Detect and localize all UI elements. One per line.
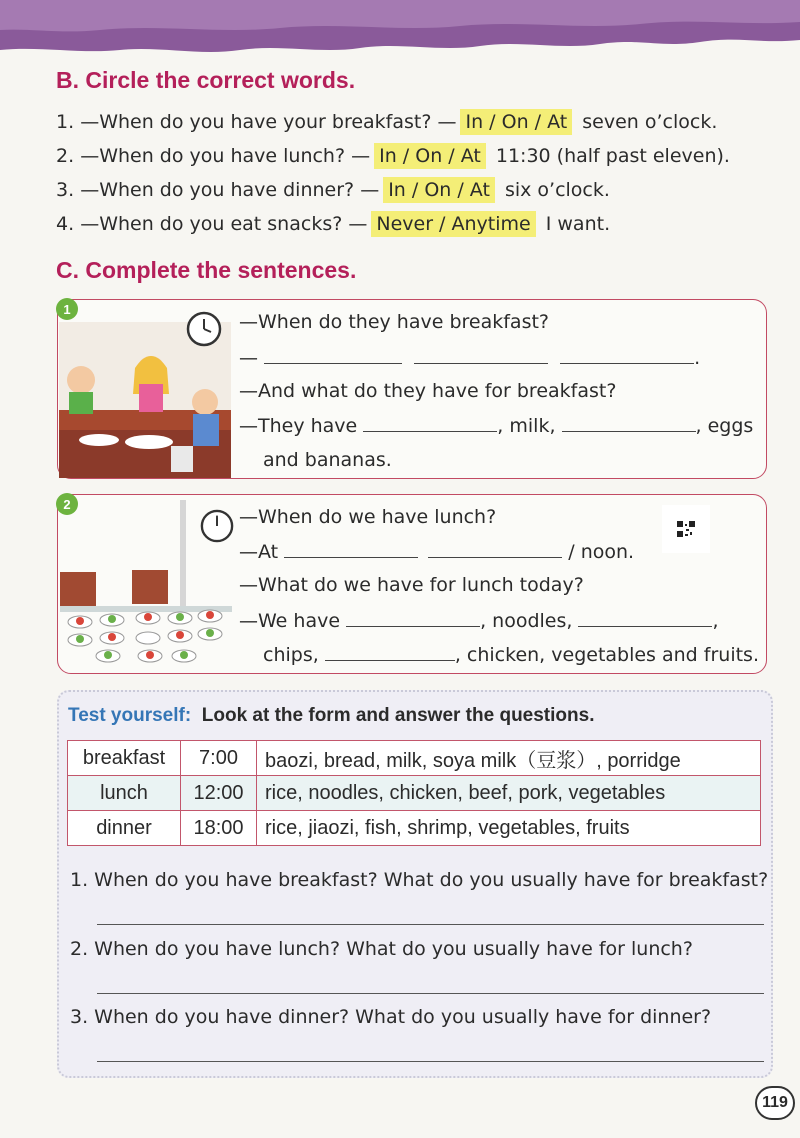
card1-answer-2: [239, 414, 753, 437]
foods-cell: rice, noodles, chicken, beef, pork, vegetables: [257, 776, 761, 811]
test-yourself-title: [68, 705, 594, 727]
test-question-1: 1. When do you have breakfast? What do you usually have for breakfast?: [70, 869, 769, 891]
top-decorative-band: [0, 0, 800, 62]
item-dash: —: [437, 111, 457, 133]
answer-blank[interactable]: [562, 414, 696, 432]
page-number: 119: [755, 1086, 795, 1120]
answer-blank[interactable]: [560, 346, 694, 364]
item-question: —When do you have your breakfast?: [80, 111, 432, 133]
item-number: 4.: [56, 213, 75, 235]
answer-blank[interactable]: [325, 643, 455, 661]
answer-line-1[interactable]: [97, 924, 764, 925]
item-number: 3.: [56, 179, 75, 201]
meal-schedule-table: [67, 740, 761, 846]
answer-end: , chicken, vegetables and fruits.: [454, 644, 759, 666]
section-b-item-3: [56, 179, 610, 201]
section-b-item-1: [56, 111, 717, 133]
word-options[interactable]: In / On / At: [460, 109, 572, 135]
time-cell: 7:00: [181, 741, 257, 776]
answer-blank[interactable]: [346, 609, 480, 627]
item-question: —When do you have lunch?: [80, 145, 346, 167]
section-b-item-2: [56, 145, 730, 167]
card2-question-2: —What do we have for lunch today?: [239, 574, 584, 596]
section-c-heading: C. Complete the sentences.: [56, 257, 357, 283]
item-tail: I want.: [545, 213, 611, 235]
card2-answer-2-line2: [263, 643, 759, 666]
table-row: [68, 741, 761, 776]
item-dash: —: [348, 213, 368, 235]
word-options[interactable]: Never / Anytime: [371, 211, 535, 237]
table-row: [68, 811, 761, 846]
foods-cell: baozi, bread, milk, soya milk（豆浆）, porridge: [257, 741, 761, 776]
item-dash: —: [360, 179, 380, 201]
test-question-2: 2. When do you have lunch? What do you usually have for lunch?: [70, 938, 693, 960]
answer-end: / noon.: [568, 541, 635, 563]
test-label: Test yourself:: [68, 705, 192, 726]
card1-answer-1: [239, 346, 700, 369]
clock-icon: [200, 509, 234, 543]
meal-cell: breakfast: [68, 741, 181, 776]
answer-blank[interactable]: [414, 346, 548, 364]
answer-start: —At: [239, 541, 279, 563]
card2-question-1: —When do we have lunch?: [239, 506, 497, 528]
answer-blank[interactable]: [284, 540, 418, 558]
meal-cell: dinner: [68, 811, 181, 846]
answer-line-2[interactable]: [97, 993, 764, 994]
answer-blank[interactable]: [363, 414, 497, 432]
item-dash: —: [351, 145, 371, 167]
answer-start: —They have: [239, 415, 358, 437]
foods-cell: rice, jiaozi, fish, shrimp, vegetables, fruits: [257, 811, 761, 846]
word-options[interactable]: In / On / At: [374, 143, 486, 169]
answer-start: chips,: [263, 644, 319, 666]
answer-blank[interactable]: [428, 540, 562, 558]
card1-question-2: —And what do they have for breakfast?: [239, 380, 617, 402]
answer-line-3[interactable]: [97, 1061, 764, 1062]
qr-code-graphic: [676, 520, 696, 538]
qr-code-icon: [662, 505, 710, 553]
card-number-badge: 2: [56, 493, 78, 515]
answer-mid: , noodles,: [480, 610, 573, 632]
card-number-badge: 1: [56, 298, 78, 320]
meal-cell: lunch: [68, 776, 181, 811]
card2-answer-1: [239, 540, 634, 563]
word-options[interactable]: In / On / At: [383, 177, 495, 203]
test-instruction: Look at the form and answer the questions.: [201, 705, 595, 726]
answer-mid: , milk,: [497, 415, 556, 437]
item-question: —When do you eat snacks?: [80, 213, 343, 235]
answer-end: , eggs: [695, 415, 754, 437]
item-question: —When do you have dinner?: [80, 179, 355, 201]
section-b-item-4: [56, 213, 610, 235]
section-b-heading: B. Circle the correct words.: [56, 67, 356, 93]
answer-blank[interactable]: [578, 609, 712, 627]
answer-end: .: [694, 347, 701, 369]
card1-answer-2-line2: and bananas.: [263, 449, 392, 471]
card1-question-1: —When do they have breakfast?: [239, 311, 550, 333]
clock-icon: [186, 311, 222, 347]
answer-dash: —: [239, 347, 258, 369]
card2-answer-2: [239, 609, 719, 632]
time-cell: 12:00: [181, 776, 257, 811]
item-tail: six o’clock.: [504, 179, 610, 201]
item-tail: seven o’clock.: [582, 111, 718, 133]
item-number: 2.: [56, 145, 75, 167]
item-number: 1.: [56, 111, 75, 133]
answer-blank[interactable]: [264, 346, 402, 364]
time-cell: 18:00: [181, 811, 257, 846]
answer-start: —We have: [239, 610, 341, 632]
table-row: [68, 776, 761, 811]
test-question-3: 3. When do you have dinner? What do you usually have for dinner?: [70, 1006, 712, 1028]
answer-end: ,: [712, 610, 719, 632]
item-tail: 11:30 (half past eleven).: [495, 145, 730, 167]
